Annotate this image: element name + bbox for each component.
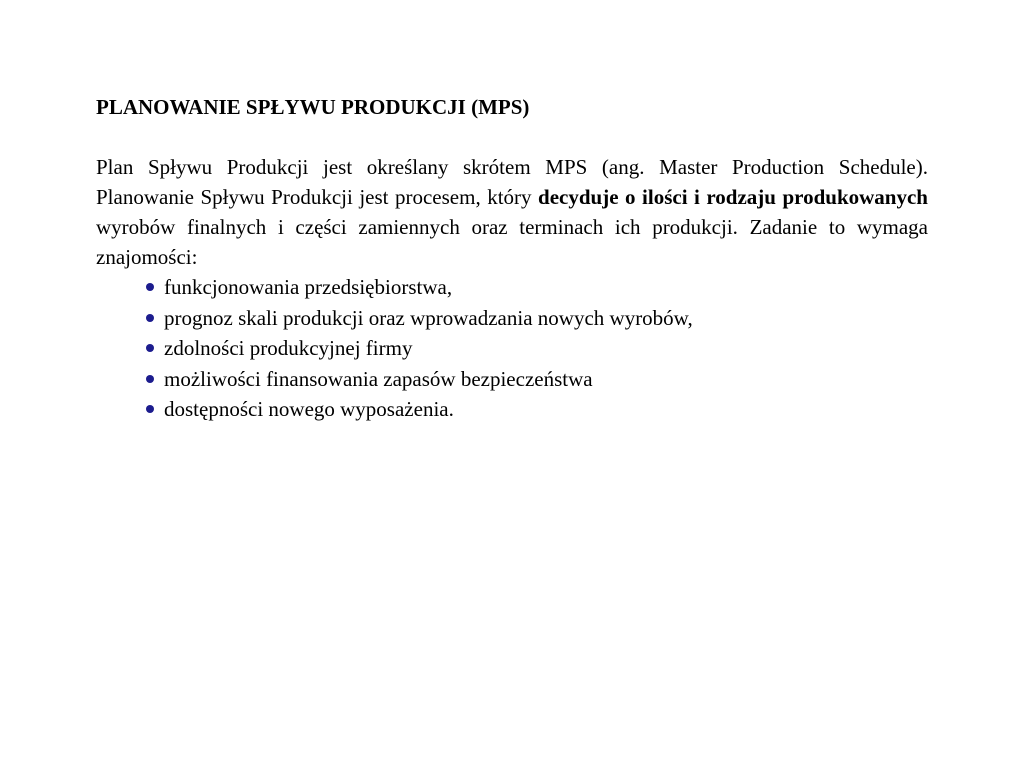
list-item [146,364,928,395]
list-item-text: prognoz skali produkcji oraz wprowadzania nowych wyrobów, [164,305,693,330]
list-item [146,333,928,364]
list-item-text: dostępności nowego wyposażenia. [164,397,454,421]
list-item-text: funkcjonowania przedsiębiorstwa, [164,275,453,299]
list-item [146,272,928,303]
requirements-list [96,272,928,425]
list-item [146,394,928,425]
paragraph-bold-text: decyduje o ilości i rodzaju produkowanych [538,185,928,209]
list-item-text: możliwości finansowania zapasów bezpieczeństwa [164,366,593,391]
bullet-icon [146,283,154,291]
bullet-icon [146,405,154,413]
paragraph-text-2: wyrobów finalnych i części zamiennych oraz terminach ich produkcji. Zadanie to wymaga znajomości: [96,215,928,269]
list-item-text: zdolności produkcyjnej firmy [164,336,413,360]
bullet-icon [146,375,154,383]
document-heading: PLANOWANIE SPŁYWU PRODUKCJI (MPS) [96,95,530,119]
bullet-icon [146,344,154,352]
intro-paragraph [96,152,928,272]
document-content [96,92,928,425]
paragraph-text-1: Plan Spływu Produkcji jest określany skrótem MPS (ang. Master Production Schedule). Planowanie Spływu Produkcji jest procesem, który [96,155,928,209]
bullet-icon [146,314,154,322]
list-item [146,303,928,334]
